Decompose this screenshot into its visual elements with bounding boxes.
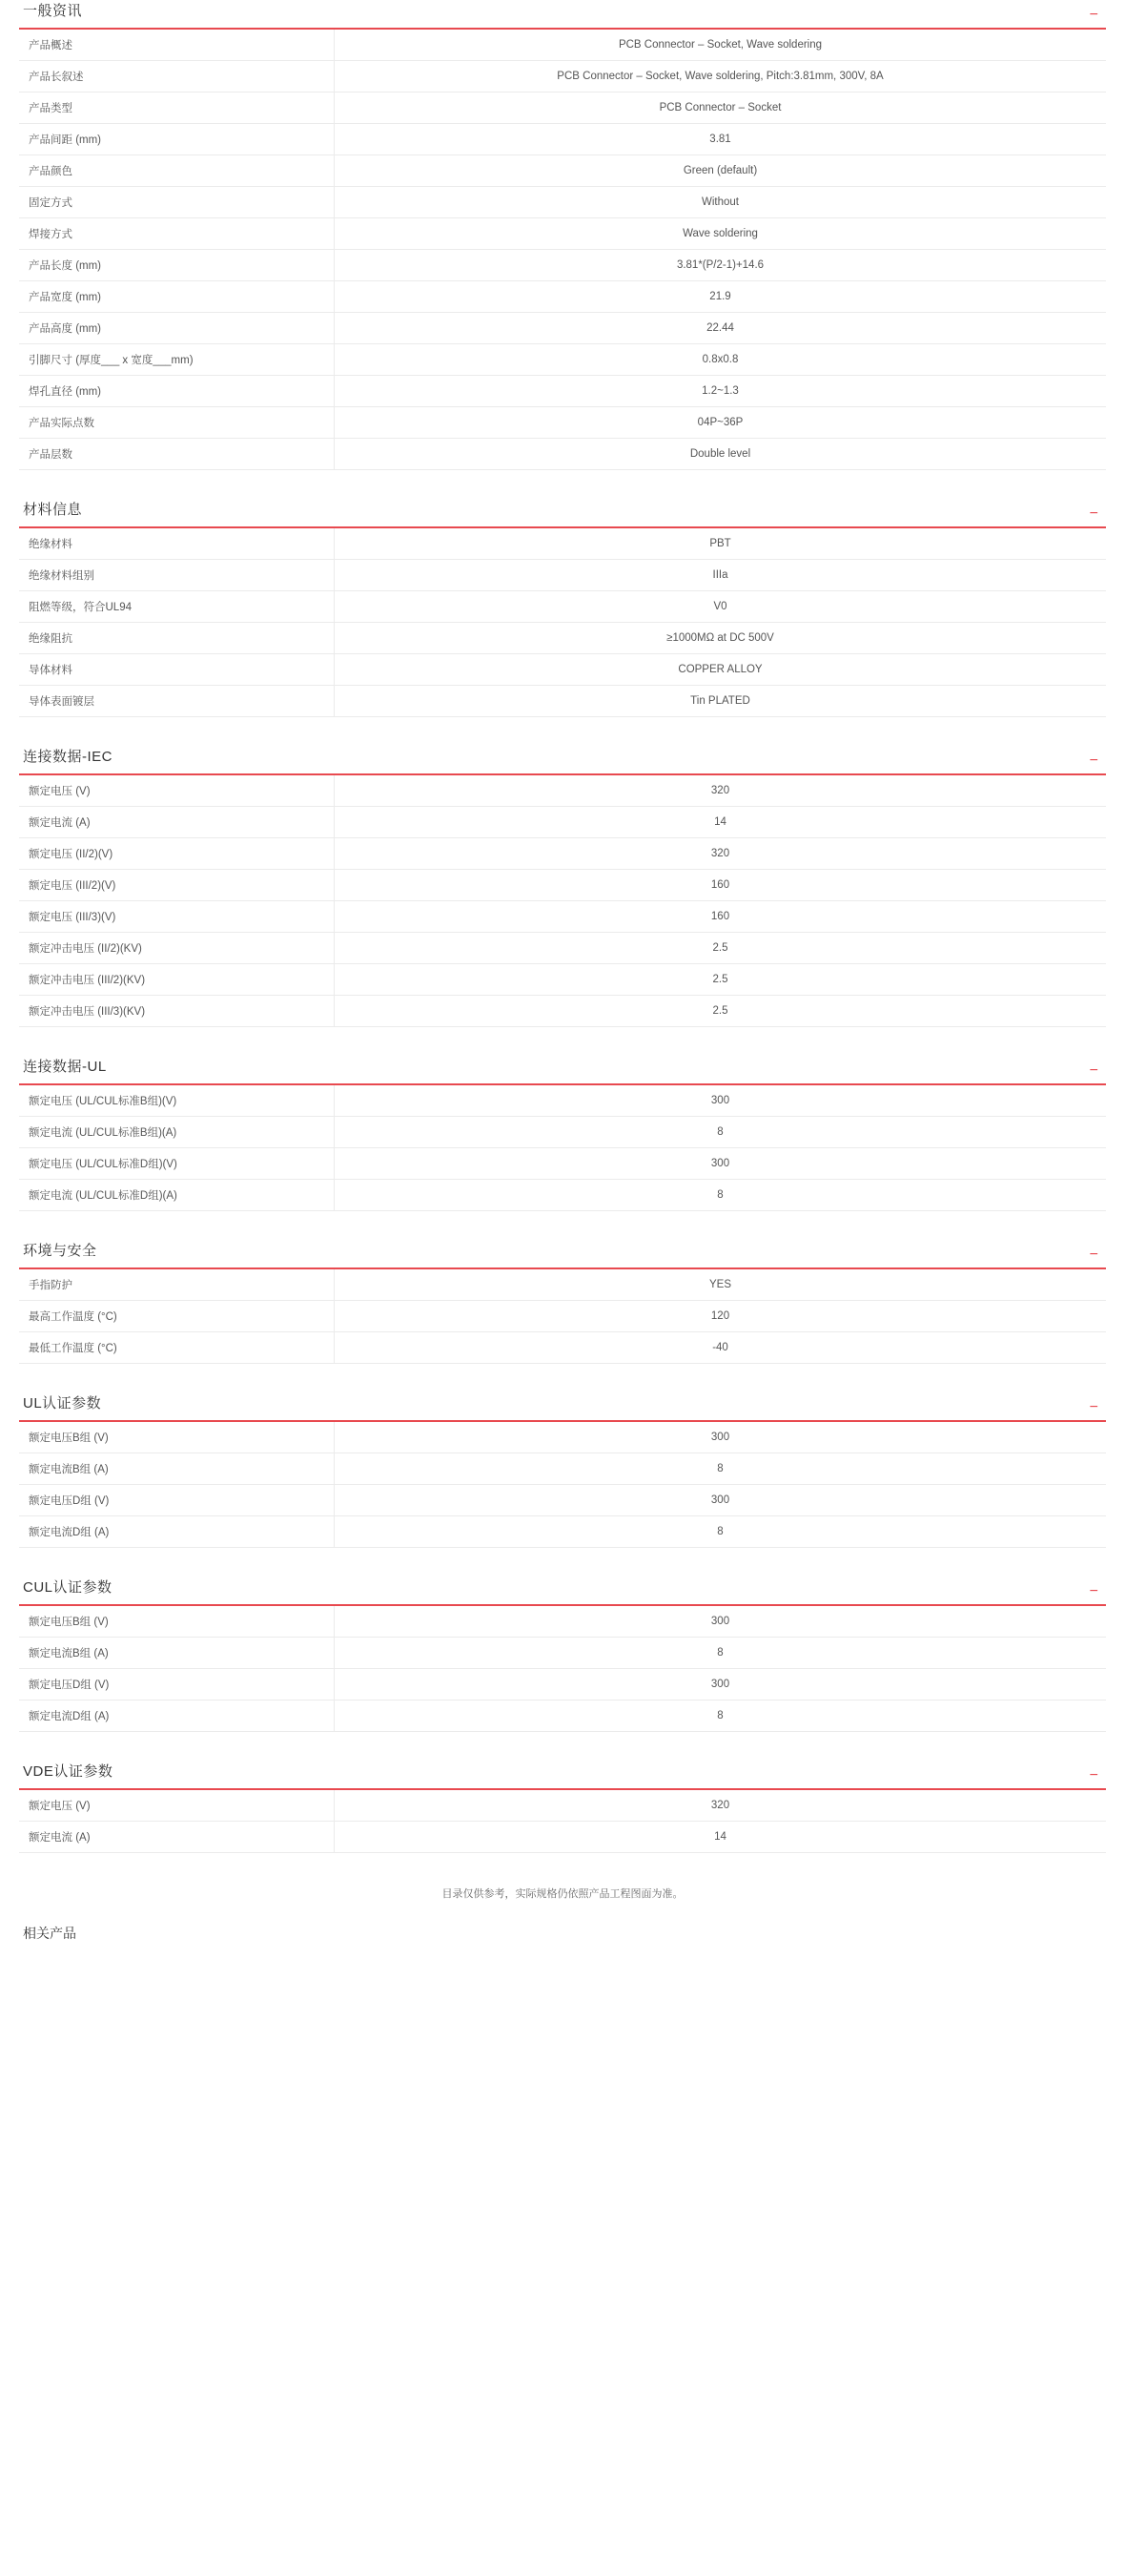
table-row — [19, 218, 1106, 250]
spec-label: 绝缘材料 — [19, 528, 335, 560]
spec-value: Without — [702, 196, 739, 208]
spec-label: 产品概述 — [19, 30, 335, 61]
spec-value: 120 — [710, 1310, 730, 1322]
table-row — [19, 376, 1106, 407]
spec-label: 最低工作温度 (°C) — [19, 1332, 335, 1364]
spec-value: Tin PLATED — [690, 695, 750, 707]
table-row — [19, 1790, 1106, 1822]
spec-label: 额定冲击电压 (III/3)(KV) — [19, 996, 335, 1027]
spec-section — [0, 499, 1125, 717]
spec-value: 160 — [710, 879, 730, 891]
spec-label: 焊接方式 — [19, 218, 335, 250]
spec-label: 额定电流B组 (A) — [19, 1453, 335, 1485]
spec-value: 300 — [710, 1158, 730, 1169]
table-row — [19, 61, 1106, 93]
spec-value: 300 — [710, 1494, 730, 1506]
spec-value: 3.81*(P/2-1)+14.6 — [676, 259, 765, 271]
spec-section — [0, 1577, 1125, 1732]
spec-label: 额定电流 (A) — [19, 1822, 335, 1853]
spec-label: 产品长叙述 — [19, 61, 335, 93]
spec-label: 额定电压 (UL/CUL标准D组)(V) — [19, 1148, 335, 1180]
collapse-icon[interactable]: − — [1089, 1583, 1098, 1599]
spec-value: ≥1000MΩ at DC 500V — [666, 632, 774, 644]
table-row — [19, 775, 1106, 807]
spec-section — [0, 1392, 1125, 1548]
table-row — [19, 964, 1106, 996]
spec-label: 产品层数 — [19, 439, 335, 470]
spec-label: 额定电压B组 (V) — [19, 1422, 335, 1453]
spec-value: 22.44 — [706, 322, 734, 334]
table-row — [19, 1269, 1106, 1301]
spec-value: 21.9 — [709, 291, 731, 302]
footnote: 目录仅供参考，实际规格仍依照产品工程图面为准。 — [441, 1888, 684, 1900]
spec-value: PCB Connector – Socket — [659, 102, 782, 113]
collapse-icon[interactable]: − — [1089, 505, 1098, 522]
spec-value: 300 — [710, 1616, 730, 1627]
spec-value: YES — [708, 1279, 731, 1290]
section-title: UL认证参数 — [23, 1395, 102, 1412]
spec-label: 绝缘阻抗 — [19, 623, 335, 654]
spec-value: 2.5 — [712, 974, 728, 985]
spec-label: 额定电压 (III/3)(V) — [19, 901, 335, 933]
spec-label: 产品长度 (mm) — [19, 250, 335, 281]
bottom-section-title: 相关产品 — [23, 1926, 76, 1941]
section-header[interactable] — [19, 1056, 1106, 1085]
table-row — [19, 1085, 1106, 1117]
spec-label: 阻燃等级，符合UL94 — [19, 591, 335, 623]
spec-label: 额定电压D组 (V) — [19, 1669, 335, 1700]
spec-label: 产品高度 (mm) — [19, 313, 335, 344]
section-title: 环境与安全 — [23, 1243, 97, 1259]
spec-value: PBT — [709, 538, 731, 549]
spec-label: 绝缘材料组别 — [19, 560, 335, 591]
section-header[interactable] — [19, 1761, 1106, 1790]
table-row — [19, 623, 1106, 654]
section-header[interactable] — [19, 1240, 1106, 1269]
spec-label: 额定电压D组 (V) — [19, 1485, 335, 1516]
section-title: VDE认证参数 — [23, 1763, 113, 1780]
spec-label: 额定电压B组 (V) — [19, 1606, 335, 1638]
spec-label: 手指防护 — [19, 1269, 335, 1301]
spec-value: 160 — [710, 911, 730, 922]
table-row — [19, 344, 1106, 376]
table-row — [19, 407, 1106, 439]
spec-label: 产品间距 (mm) — [19, 124, 335, 155]
spec-table — [19, 1606, 1106, 1732]
table-row — [19, 30, 1106, 61]
section-header[interactable] — [19, 1577, 1106, 1606]
spec-value: 3.81 — [709, 134, 731, 145]
spec-value: 320 — [710, 785, 730, 796]
spec-label: 额定电压 (III/2)(V) — [19, 870, 335, 901]
spec-value: COPPER ALLOY — [678, 664, 763, 675]
table-row — [19, 281, 1106, 313]
spec-value: 8 — [717, 1647, 724, 1659]
spec-label: 导体材料 — [19, 654, 335, 686]
spec-label: 产品宽度 (mm) — [19, 281, 335, 313]
spec-value: 0.8x0.8 — [702, 354, 739, 365]
spec-label: 额定冲击电压 (III/2)(KV) — [19, 964, 335, 996]
spec-value: 320 — [710, 1800, 730, 1811]
table-row — [19, 1700, 1106, 1732]
spec-value: 2.5 — [712, 942, 728, 954]
spec-value: 14 — [714, 816, 726, 828]
section-header[interactable] — [19, 746, 1106, 775]
table-row — [19, 1638, 1106, 1669]
spec-section — [0, 1761, 1125, 1853]
table-row — [19, 807, 1106, 838]
spec-value: 04P~36P — [697, 417, 744, 428]
spec-label: 产品颜色 — [19, 155, 335, 187]
table-row — [19, 1301, 1106, 1332]
spec-label: 额定电流 (A) — [19, 807, 335, 838]
spec-label: 产品实际点数 — [19, 407, 335, 439]
spec-value: 2.5 — [712, 1005, 728, 1017]
section-title: 材料信息 — [23, 502, 83, 518]
collapse-icon[interactable]: − — [1089, 1399, 1098, 1415]
spec-value: Wave soldering — [683, 228, 758, 239]
spec-label: 额定电压 (V) — [19, 1790, 335, 1822]
spec-value: -40 — [712, 1342, 728, 1353]
table-row — [19, 1516, 1106, 1548]
spec-label: 额定电压 (UL/CUL标准B组)(V) — [19, 1085, 335, 1117]
spec-section — [0, 1056, 1125, 1211]
table-row — [19, 933, 1106, 964]
spec-label: 产品类型 — [19, 93, 335, 124]
spec-label: 焊孔直径 (mm) — [19, 376, 335, 407]
spec-label: 额定电流D组 (A) — [19, 1516, 335, 1548]
section-title: 一般资讯 — [23, 3, 83, 19]
spec-label: 额定电流D组 (A) — [19, 1700, 335, 1732]
section-header[interactable] — [19, 0, 1106, 30]
table-row — [19, 654, 1106, 686]
spec-value: V0 — [713, 601, 727, 612]
spec-value: PCB Connector – Socket, Wave soldering, Pitch:3.81mm, 300V, 8A — [557, 71, 884, 82]
table-row — [19, 528, 1106, 560]
table-row — [19, 187, 1106, 218]
spec-value: PCB Connector – Socket, Wave soldering — [618, 39, 823, 51]
table-row — [19, 686, 1106, 717]
collapse-icon[interactable]: − — [1089, 1062, 1098, 1079]
spec-value: 14 — [714, 1831, 726, 1843]
spec-value: 8 — [717, 1463, 724, 1474]
spec-table — [19, 1085, 1106, 1211]
table-row — [19, 1180, 1106, 1211]
table-row — [19, 560, 1106, 591]
table-row — [19, 1485, 1106, 1516]
spec-value: 320 — [710, 848, 730, 859]
spec-value: 8 — [717, 1526, 724, 1537]
spec-value: Double level — [689, 448, 751, 460]
spec-label: 最高工作温度 (°C) — [19, 1301, 335, 1332]
spec-value: 8 — [717, 1189, 724, 1201]
spec-label: 导体表面镀层 — [19, 686, 335, 717]
table-row — [19, 838, 1106, 870]
table-row — [19, 313, 1106, 344]
table-row — [19, 155, 1106, 187]
table-row — [19, 1453, 1106, 1485]
spec-table — [19, 1422, 1106, 1548]
table-row — [19, 1117, 1106, 1148]
collapse-icon[interactable]: − — [1089, 7, 1098, 23]
spec-section — [0, 746, 1125, 1027]
table-row — [19, 93, 1106, 124]
spec-value: IIIa — [712, 569, 728, 581]
table-row — [19, 124, 1106, 155]
collapse-icon[interactable]: − — [1089, 1247, 1098, 1263]
spec-label: 额定电压 (V) — [19, 775, 335, 807]
table-row — [19, 1822, 1106, 1853]
section-header[interactable] — [19, 499, 1106, 528]
spec-label: 额定冲击电压 (II/2)(KV) — [19, 933, 335, 964]
table-row — [19, 591, 1106, 623]
spec-value: 300 — [710, 1679, 730, 1690]
table-row — [19, 996, 1106, 1027]
collapse-icon[interactable]: − — [1089, 1767, 1098, 1783]
spec-section — [0, 0, 1125, 470]
spec-value: 8 — [717, 1126, 724, 1138]
spec-label: 额定电压 (II/2)(V) — [19, 838, 335, 870]
spec-value: Green (default) — [683, 165, 758, 176]
table-row — [19, 1422, 1106, 1453]
spec-value: 300 — [710, 1432, 730, 1443]
section-header[interactable] — [19, 1392, 1106, 1422]
spec-label: 固定方式 — [19, 187, 335, 218]
collapse-icon[interactable]: − — [1089, 752, 1098, 769]
spec-table — [19, 30, 1106, 470]
spec-value: 300 — [710, 1095, 730, 1106]
spec-value: 8 — [717, 1710, 724, 1721]
spec-value: 1.2~1.3 — [702, 385, 739, 397]
spec-label: 额定电流 (UL/CUL标准B组)(A) — [19, 1117, 335, 1148]
spec-table — [19, 775, 1106, 1027]
table-row — [19, 250, 1106, 281]
table-row — [19, 901, 1106, 933]
section-title: CUL认证参数 — [23, 1579, 112, 1596]
table-row — [19, 1332, 1106, 1364]
spec-table — [19, 1790, 1106, 1853]
section-title: 连接数据-IEC — [23, 749, 113, 765]
spec-label: 额定电流B组 (A) — [19, 1638, 335, 1669]
table-row — [19, 1148, 1106, 1180]
spec-section — [0, 1240, 1125, 1364]
section-title: 连接数据-UL — [23, 1059, 107, 1075]
spec-label: 额定电流 (UL/CUL标准D组)(A) — [19, 1180, 335, 1211]
spec-label: 引脚尺寸 (厚度___ x 宽度___mm) — [19, 344, 335, 376]
spec-table — [19, 528, 1106, 717]
table-row — [19, 870, 1106, 901]
table-row — [19, 1606, 1106, 1638]
spec-table — [19, 1269, 1106, 1364]
table-row — [19, 439, 1106, 470]
table-row — [19, 1669, 1106, 1700]
